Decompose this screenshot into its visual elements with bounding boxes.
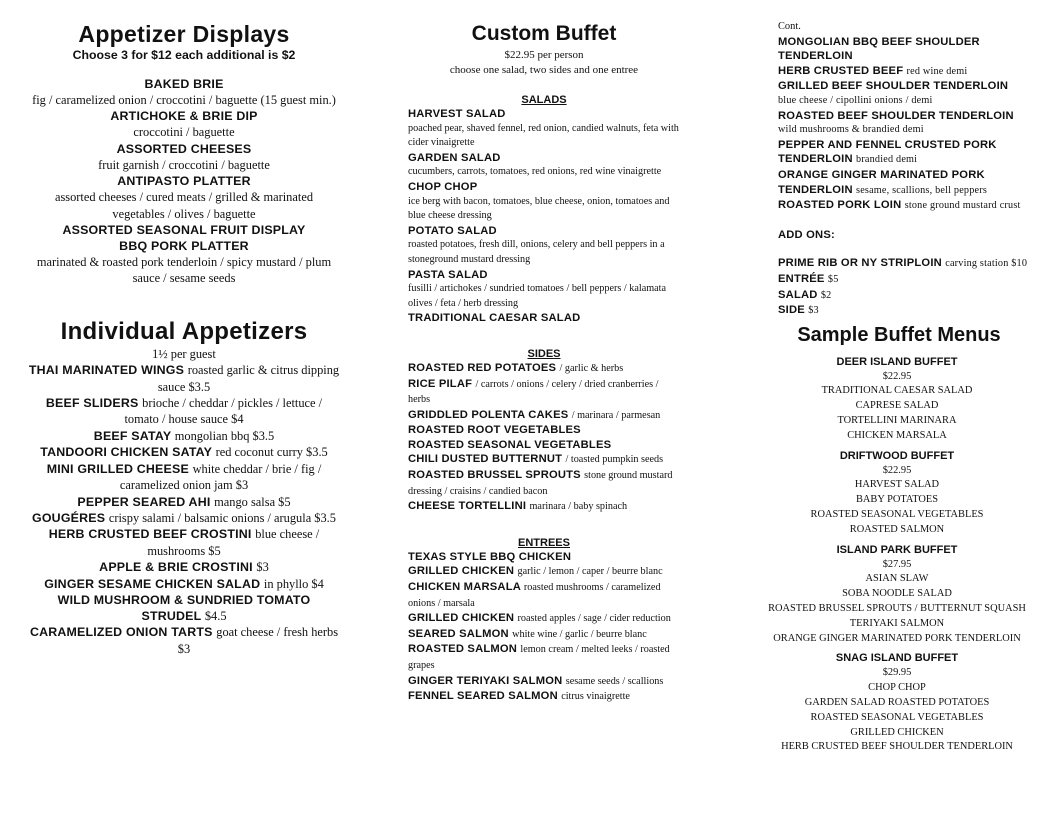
addon-item <box>778 272 1036 288</box>
display-item-desc: marinated & roasted pork tenderloin / spicy mustard / plum sauce / sesame seeds <box>36 255 332 286</box>
appetizer-item <box>28 362 340 395</box>
continued-entree-item <box>778 138 1036 168</box>
appetizer-item-desc: goat cheese / fresh herbs $3 <box>177 625 339 656</box>
salad-item-desc: ice berg with bacon, tomatoes, blue cheese, onion, tomatoes and blue cheese dressing <box>408 195 670 222</box>
appetizer-displays-title: Appetizer Displays <box>78 21 290 47</box>
salad-item-desc: fusilli / artichokes / sundried tomatoes / bell peppers / kalamata olives / feta / herb dressing <box>408 283 667 309</box>
display-item <box>28 173 340 222</box>
display-item-name: BAKED BRIE <box>144 77 224 91</box>
appetizer-item-name: THAI MARINATED WINGS <box>28 363 185 378</box>
individual-appetizers-subtitle <box>28 346 340 362</box>
continued-entree-item <box>778 109 1036 138</box>
sample-menu-line: CHICKEN MARSALA <box>847 429 947 441</box>
sample-menu-line: BABY POTATOES <box>855 494 939 506</box>
side-item-name: ROASTED BRUSSEL SPROUTS <box>408 469 581 482</box>
appetizer-item <box>28 559 340 575</box>
salad-item-name: CHOP CHOP <box>408 180 478 193</box>
appetizer-item <box>28 510 340 526</box>
entree-item <box>408 674 680 690</box>
side-item-desc: marinara / baby spinach <box>529 501 628 513</box>
continued-entree-desc: stone ground mustard crust <box>904 200 1021 212</box>
custom-buffet-price: $22.95 per person <box>504 49 584 61</box>
sample-menu-line: TORTELLINI MARINARA <box>837 415 957 427</box>
sample-menus-title: Sample Buffet Menus <box>797 323 1001 346</box>
continued-entree-desc: wild mushrooms & brandied demi <box>778 124 924 136</box>
entree-item-name: FENNEL SEARED SALMON <box>408 690 558 703</box>
salads-heading: SALADS <box>521 94 567 106</box>
appetizer-item <box>28 444 340 460</box>
sample-menu <box>748 543 1046 647</box>
entree-item-desc: lemon cream / melted leeks / roasted grapes <box>408 644 670 671</box>
sample-menu-line: GRILLED CHICKEN <box>850 726 944 738</box>
sample-menu-line: HARVEST SALAD <box>854 479 940 491</box>
addons-heading: ADD ONS: <box>778 228 835 241</box>
sample-menu-line: GARDEN SALAD ROASTED POTATOES <box>804 697 990 709</box>
appetizer-item-desc: $4.5 <box>204 608 227 623</box>
continued-entree-item <box>778 198 1036 214</box>
entree-item-desc: roasted apples / sage / cider reduction <box>517 613 671 625</box>
sample-menu-line: ROASTED SEASONAL VEGETABLES <box>810 711 984 723</box>
side-item-desc: / garlic & herbs <box>559 362 624 374</box>
appetizer-item-desc: red coconut curry $3.5 <box>215 445 328 460</box>
addons-list <box>778 256 1036 318</box>
addon-item-name: SALAD <box>778 288 818 301</box>
appetizer-item-name: PEPPER SEARED AHI <box>77 494 211 509</box>
addon-item-desc: $2 <box>820 289 832 301</box>
salad-item-desc: roasted potatoes, fresh dill, onions, celery and bell peppers in a stoneground mustard dressing <box>408 239 665 265</box>
continued-entrees-list <box>778 35 1036 214</box>
appetizer-item-name: BEEF SLIDERS <box>45 396 139 411</box>
appetizer-item-name: HERB CRUSTED BEEF CROSTINI <box>48 527 252 542</box>
display-item-name: ASSORTED CHEESES <box>116 141 252 156</box>
continued-entree-desc: brandied demi <box>856 154 918 166</box>
appetizer-item-desc: white cheddar / brie / fig / caramelized onion jam $3 <box>119 461 322 493</box>
entree-item-desc: white wine / garlic / beurre blanc <box>512 628 647 640</box>
entree-item <box>408 611 680 627</box>
continued-entree-name: HERB CRUSTED BEEF <box>778 64 904 77</box>
side-item-name: RICE PILAF <box>408 377 473 390</box>
appetizer-item-name: TANDOORI CHICKEN SATAY <box>40 445 212 460</box>
appetizer-item-name: CARAMELIZED ONION TARTS <box>29 625 213 640</box>
salad-item <box>408 268 680 312</box>
sample-menu-price: $22.95 <box>882 370 912 382</box>
appetizer-item-name: WILD MUSHROOM & SUNDRIED TOMATO STRUDEL <box>57 592 311 623</box>
salad-item-name: POTATO SALAD <box>408 224 497 237</box>
sample-menu-line: TERIYAKI SALMON <box>849 617 945 629</box>
addon-item-name: PRIME RIB OR NY STRIPLOIN <box>778 257 942 270</box>
entree-item-desc: citrus vinaigrette <box>561 691 630 703</box>
sample-menus-list <box>748 355 1046 756</box>
entree-item <box>408 564 680 580</box>
salad-item-name: TRADITIONAL CAESAR SALAD <box>408 312 581 325</box>
continued-entree-item <box>778 35 1036 64</box>
continued-entree-name: ROASTED BEEF SHOULDER TENDERLOIN <box>778 109 1014 122</box>
salad-item-desc: poached pear, shaved fennel, red onion, candied walnuts, feta with cider vinaigrette <box>408 122 679 149</box>
entree-item <box>408 689 680 705</box>
sides-list <box>408 361 680 515</box>
side-item-name: ROASTED RED POTATOES <box>408 361 557 374</box>
addon-item <box>778 288 1036 304</box>
appetizers-column <box>28 0 340 657</box>
side-item-name: CHILI DUSTED BUTTERNUT <box>408 453 563 466</box>
appetizer-item-name: GINGER SESAME CHICKEN SALAD <box>44 576 261 591</box>
entrees-list <box>408 550 680 705</box>
display-item <box>28 141 340 173</box>
continued-entree-name: ORANGE GINGER MARINATED PORK TENDERLOIN <box>778 168 985 196</box>
continued-column <box>768 0 1036 760</box>
sample-menu <box>748 651 1046 755</box>
sample-menu-price: $22.95 <box>882 464 912 476</box>
entree-item <box>408 627 680 643</box>
salad-item-name: PASTA SALAD <box>408 268 488 281</box>
entree-item <box>408 550 680 565</box>
appetizer-item-name: MINI GRILLED CHEESE <box>46 461 189 476</box>
entree-item-name: GRILLED CHICKEN <box>408 612 515 625</box>
salad-item <box>408 151 680 180</box>
side-item-name: CHEESE TORTELLINI <box>408 500 527 513</box>
side-item <box>408 452 680 468</box>
per-guest-note: 1½ per guest <box>152 346 216 361</box>
entree-item-desc: roasted mushrooms / caramelized onions / marsala <box>408 582 661 609</box>
side-item <box>408 423 680 438</box>
side-item-desc: / toasted pumpkin seeds <box>565 454 664 466</box>
appetizer-item-desc: $3 <box>256 560 269 575</box>
sides-heading: SIDES <box>527 347 561 360</box>
display-item <box>28 222 340 238</box>
addon-item-name: SIDE <box>778 304 805 317</box>
custom-buffet-column <box>408 0 680 705</box>
entree-item-name: ROASTED SALMON <box>408 643 518 656</box>
addon-item-name: ENTRÉE <box>778 272 825 285</box>
display-item-desc: assorted cheeses / cured meats / grilled & marinated vegetables / olives / baguette <box>54 190 314 221</box>
sample-menu-price: $29.95 <box>882 667 912 679</box>
salad-item-desc: cucumbers, carrots, tomatoes, red onions, red wine vinaigrette <box>408 166 662 178</box>
display-item-name: ANTIPASTO PLATTER <box>117 174 251 189</box>
individual-appetizers-list <box>28 362 340 657</box>
sample-menu-name: SNAG ISLAND BUFFET <box>835 652 959 665</box>
custom-buffet-title: Custom Buffet <box>471 22 617 45</box>
appetizer-item <box>28 395 340 428</box>
appetizer-item-desc: crispy salami / balsamic onions / arugula $3.5 <box>108 510 336 525</box>
display-item <box>28 108 340 140</box>
appetizer-item-name: APPLE & BRIE CROSTINI <box>99 560 253 575</box>
continued-label: Cont. <box>778 21 801 32</box>
side-item <box>408 468 680 499</box>
custom-buffet-instructions: choose one salad, two sides and one entree <box>449 63 639 76</box>
entree-item-name: TEXAS STYLE BBQ CHICKEN <box>408 550 572 563</box>
addon-item-desc: carving station $10 <box>945 258 1028 270</box>
appetizer-item-desc: roasted garlic & citrus dipping sauce $3.5 <box>157 363 340 394</box>
side-item-desc: / marinara / parmesan <box>571 409 661 421</box>
entree-item-name: GINGER TERIYAKI SALMON <box>408 674 563 687</box>
entree-item <box>408 642 680 673</box>
sample-menu-line: ROASTED BRUSSEL SPROUTS / BUTTERNUT SQUASH <box>768 603 1026 615</box>
appetizer-item <box>28 461 340 494</box>
appetizer-item <box>28 624 340 657</box>
salad-item-name: GARDEN SALAD <box>408 151 501 164</box>
continued-entree-name: ROASTED PORK LOIN <box>778 199 902 212</box>
salad-item-name: HARVEST SALAD <box>408 108 506 120</box>
sample-menu-line: HERB CRUSTED BEEF SHOULDER TENDERLOIN <box>781 741 1013 753</box>
individual-appetizers-title: Individual Appetizers <box>60 317 308 345</box>
appetizer-displays-subtitle: Choose 3 for $12 each additional is $2 <box>72 48 296 62</box>
addon-item <box>778 303 1036 319</box>
sample-menu-price: $27.95 <box>882 558 912 570</box>
continued-entree-desc: blue cheese / cipollini onions / demi <box>778 94 933 106</box>
appetizer-item-name: BEEF SATAY <box>93 428 172 443</box>
appetizer-item-desc: blue cheese / mushrooms $5 <box>147 527 320 558</box>
entree-item-desc: sesame seeds / scallions <box>565 675 664 687</box>
side-item <box>408 408 680 424</box>
sample-menu-line: ROASTED SEASONAL VEGETABLES <box>810 509 984 521</box>
entrees-heading: ENTREES <box>518 536 570 549</box>
sample-menu-line: TRADITIONAL CAESAR SALAD <box>821 385 973 397</box>
salad-item <box>408 107 680 151</box>
side-item-desc: / carrots / onions / celery / dried cranberries / herbs <box>408 378 659 406</box>
display-item-desc: fig / caramelized onion / croccotini / baguette (15 guest min.) <box>32 93 336 107</box>
appetizer-item <box>28 428 340 444</box>
sample-menu-line: CAPRESE SALAD <box>855 400 939 412</box>
sample-menu-name: DRIFTWOOD BUFFET <box>839 449 955 462</box>
entree-item-name: SEARED SALMON <box>408 627 509 640</box>
addon-item-desc: $5 <box>827 273 839 285</box>
appetizer-item <box>28 592 340 624</box>
appetizer-item <box>28 526 340 559</box>
entree-item-name: GRILLED CHICKEN <box>408 565 515 578</box>
side-item <box>408 438 680 453</box>
addon-item <box>778 256 1036 272</box>
sample-menu-name: ISLAND PARK BUFFET <box>836 543 958 556</box>
side-item <box>408 377 680 408</box>
display-item-name: ARTICHOKE & BRIE DIP <box>110 109 258 124</box>
sample-menu-line: CHOP CHOP <box>868 682 926 694</box>
appetizer-displays-list <box>28 76 340 287</box>
continued-entree-desc: sesame, scallions, bell peppers <box>856 184 987 196</box>
appetizer-item-desc: in phyllo $4 <box>263 576 324 591</box>
continued-entree-item <box>778 79 1036 108</box>
sample-menu-line: SOBA NOODLE SALAD <box>842 588 952 600</box>
salad-item <box>408 224 680 268</box>
side-item-desc: stone ground mustard dressing / craisins / candied bacon <box>408 470 673 497</box>
sample-menu <box>748 449 1046 538</box>
continued-entree-name: GRILLED BEEF SHOULDER TENDERLOIN <box>778 80 1009 93</box>
continued-entree-item <box>778 168 1036 198</box>
continued-entree-desc: red wine demi <box>906 65 968 77</box>
side-item-name: GRIDDLED POLENTA CAKES <box>408 408 569 421</box>
salad-item <box>408 180 680 224</box>
side-item-name: ROASTED ROOT VEGETABLES <box>408 424 581 437</box>
entree-item-name: CHICKEN MARSALA <box>408 581 521 594</box>
salad-item <box>408 311 680 326</box>
addon-item-desc: $3 <box>808 305 819 317</box>
sample-menu-name: DEER ISLAND BUFFET <box>836 355 958 368</box>
side-item <box>408 361 680 377</box>
appetizer-item-name: GOUGÉRES <box>32 510 106 525</box>
sample-menu-line: ROASTED SALMON <box>849 523 945 535</box>
display-item-desc: croccotini / baguette <box>133 125 235 140</box>
continued-entree-name: PEPPER AND FENNEL CRUSTED PORK TENDERLOIN <box>778 138 997 166</box>
display-item-name: BBQ PORK PLATTER <box>119 239 249 254</box>
display-item-name: ASSORTED SEASONAL FRUIT DISPLAY <box>62 223 306 238</box>
sample-menu-line: ASIAN SLAW <box>865 573 929 585</box>
continued-entree-name: MONGOLIAN BBQ BEEF SHOULDER TENDERLOIN <box>778 35 980 63</box>
display-item <box>28 76 340 108</box>
sample-menu-line: ORANGE GINGER MARINATED PORK TENDERLOIN <box>773 632 1021 644</box>
appetizer-item <box>28 576 340 592</box>
appetizer-item-desc: brioche / cheddar / pickles / lettuce / tomato / house sauce $4 <box>124 396 323 427</box>
entree-item <box>408 580 680 611</box>
display-item-desc: fruit garnish / croccotini / baguette <box>98 157 270 172</box>
side-item-name: ROASTED SEASONAL VEGETABLES <box>408 438 612 451</box>
appetizer-item <box>28 494 340 510</box>
salads-list <box>408 107 680 326</box>
sample-menu <box>748 355 1046 444</box>
entree-item-desc: garlic / lemon / caper / beurre blanc <box>517 566 663 578</box>
appetizer-item-desc: mango salsa $5 <box>214 494 291 509</box>
side-item <box>408 499 680 515</box>
appetizer-item-desc: mongolian bbq $3.5 <box>174 428 275 443</box>
display-item <box>28 238 340 287</box>
continued-entree-item <box>778 64 1036 80</box>
